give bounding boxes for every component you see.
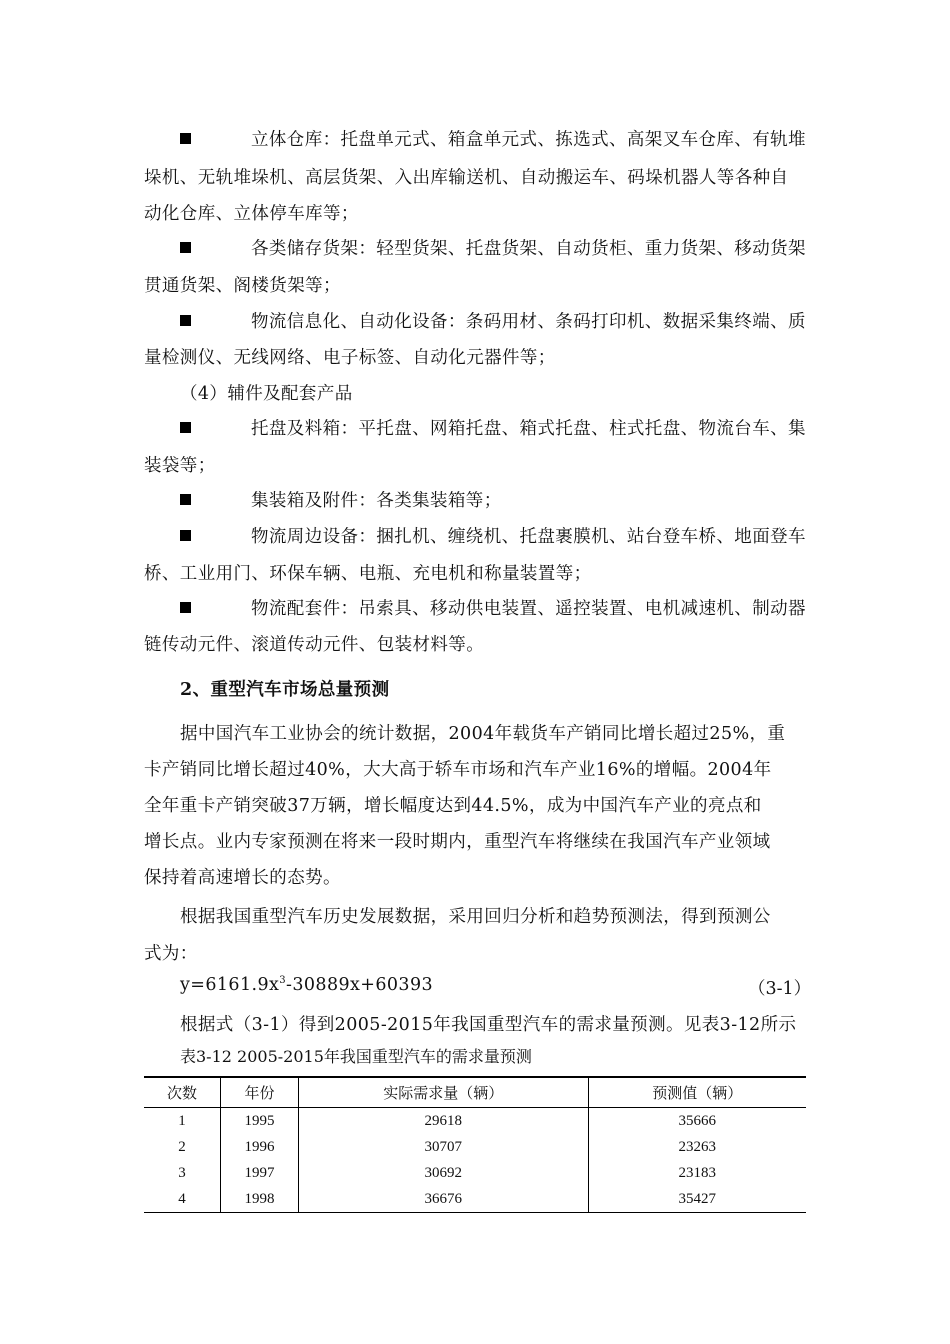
table-row: [144, 1186, 806, 1213]
text-line: 全年重卡产销突破37万辆，增长幅度达到44.5%，成为中国汽车产业的亮点和: [144, 796, 762, 816]
header-cell: 预测值（辆）: [588, 1077, 806, 1108]
square-bullet-icon: [180, 494, 191, 505]
bullet-item-peripheral-equipment: [144, 523, 806, 548]
bullet-text: 各类储存货架：轻型货架、托盘货架、自动货柜、重力货架、移动货架: [251, 239, 806, 259]
bullet-text: 托盘及料箱：平托盘、网箱托盘、箱式托盘、柱式托盘、物流台车、集: [251, 419, 806, 439]
table-row: [144, 1134, 806, 1160]
table-cell: 3: [178, 1164, 186, 1181]
subsection-title: （4）辅件及配套产品: [180, 384, 353, 404]
square-bullet-icon: [180, 242, 191, 253]
table-cell: 23263: [588, 1134, 806, 1160]
bullet-item-stereo-warehouse: [144, 126, 806, 151]
text-line: 动化仓库、立体停车库等；: [144, 204, 359, 224]
bullet-text: 立体仓库：托盘单元式、箱盒单元式、拣选式、高架叉车仓库、有轨堆: [251, 130, 806, 150]
text-line: 据中国汽车工业协会的统计数据，2004年载货车产销同比增长超过25%，重: [180, 724, 786, 744]
table-cell: 1997: [221, 1160, 299, 1186]
section-heading: 2、重型汽车市场总量预测: [180, 680, 390, 700]
bullet-item-storage-shelves: [144, 235, 806, 260]
table-cell: 2: [178, 1138, 186, 1155]
header-cell: 年份: [221, 1077, 299, 1108]
bullet-item-logistics-it: [144, 308, 806, 333]
table-cell: 30707: [298, 1134, 588, 1160]
bullet-item-containers: [144, 487, 502, 512]
table-row: [144, 1160, 806, 1186]
table-cell: 36676: [298, 1186, 588, 1213]
text-line: 保持着高速增长的态势。: [144, 868, 341, 888]
text-line: 垛机、无轨堆垛机、高层货架、入出库输送机、自动搬运车、码垛机器人等各种自: [144, 168, 789, 188]
square-bullet-icon: [180, 602, 191, 613]
table-cell: 1995: [221, 1108, 299, 1135]
text-line: 增长点。业内专家预测在将来一段时期内，重型汽车将继续在我国汽车产业领域: [144, 832, 771, 852]
header-cell: 次数: [167, 1086, 198, 1102]
formula-part: y=6161.9x: [180, 975, 280, 995]
formula: [180, 975, 433, 995]
table-cell: 1998: [221, 1186, 299, 1213]
bullet-item-pallets: [144, 415, 806, 440]
forecast-table: [144, 1076, 806, 1213]
table-cell: 4: [178, 1190, 186, 1207]
text-line: 根据我国重型汽车历史发展数据，采用回归分析和趋势预测法，得到预测公: [180, 907, 771, 927]
header-cell: 实际需求量（辆）: [298, 1077, 588, 1108]
bullet-text: 集装箱及附件：各类集装箱等；: [251, 491, 502, 511]
bullet-text: 物流周边设备：捆扎机、缠绕机、托盘裹膜机、站台登车桥、地面登车: [251, 527, 806, 547]
text-line: 量检测仪、无线网络、电子标签、自动化元器件等；: [144, 348, 556, 368]
text-line: 根据式（3-1）得到2005-2015年我国重型汽车的需求量预测。见表3-12所示: [180, 1015, 797, 1035]
table-cell: 35666: [588, 1108, 806, 1135]
bullet-item-accessories: [144, 595, 806, 620]
formula-exponent: 3: [279, 975, 287, 987]
table-header-row: [144, 1077, 806, 1108]
table-caption: 表3-12 2005-2015年我国重型汽车的需求量预测: [180, 1047, 532, 1066]
square-bullet-icon: [180, 422, 191, 433]
text-line: 式为：: [144, 944, 198, 964]
square-bullet-icon: [180, 530, 191, 541]
text-line: 桥、工业用门、环保车辆、电瓶、充电机和称量装置等；: [144, 564, 592, 584]
table-row: [144, 1108, 806, 1135]
square-bullet-icon: [180, 315, 191, 326]
table-cell: 29618: [298, 1108, 588, 1135]
table-cell: 35427: [588, 1186, 806, 1213]
table-cell: 1: [178, 1112, 186, 1129]
table-cell: 1996: [221, 1134, 299, 1160]
equation-number: （3-1）: [748, 979, 812, 999]
text-line: 卡产销同比增长超过40%，大大高于轿车市场和汽车产业16%的增幅。2004年: [144, 760, 772, 780]
bullet-text: 物流配套件：吊索具、移动供电装置、遥控装置、电机减速机、制动器: [251, 599, 806, 619]
table-cell: 30692: [298, 1160, 588, 1186]
table-cell: 23183: [588, 1160, 806, 1186]
text-line: 链传动元件、滚道传动元件、包装材料等。: [144, 635, 485, 655]
formula-part: -30889x+60393: [286, 975, 434, 995]
text-line: 装袋等；: [144, 456, 216, 476]
text-line: 贯通货架、阁楼货架等；: [144, 276, 341, 296]
bullet-text: 物流信息化、自动化设备：条码用材、条码打印机、数据采集终端、质: [251, 312, 806, 332]
square-bullet-icon: [180, 133, 191, 144]
